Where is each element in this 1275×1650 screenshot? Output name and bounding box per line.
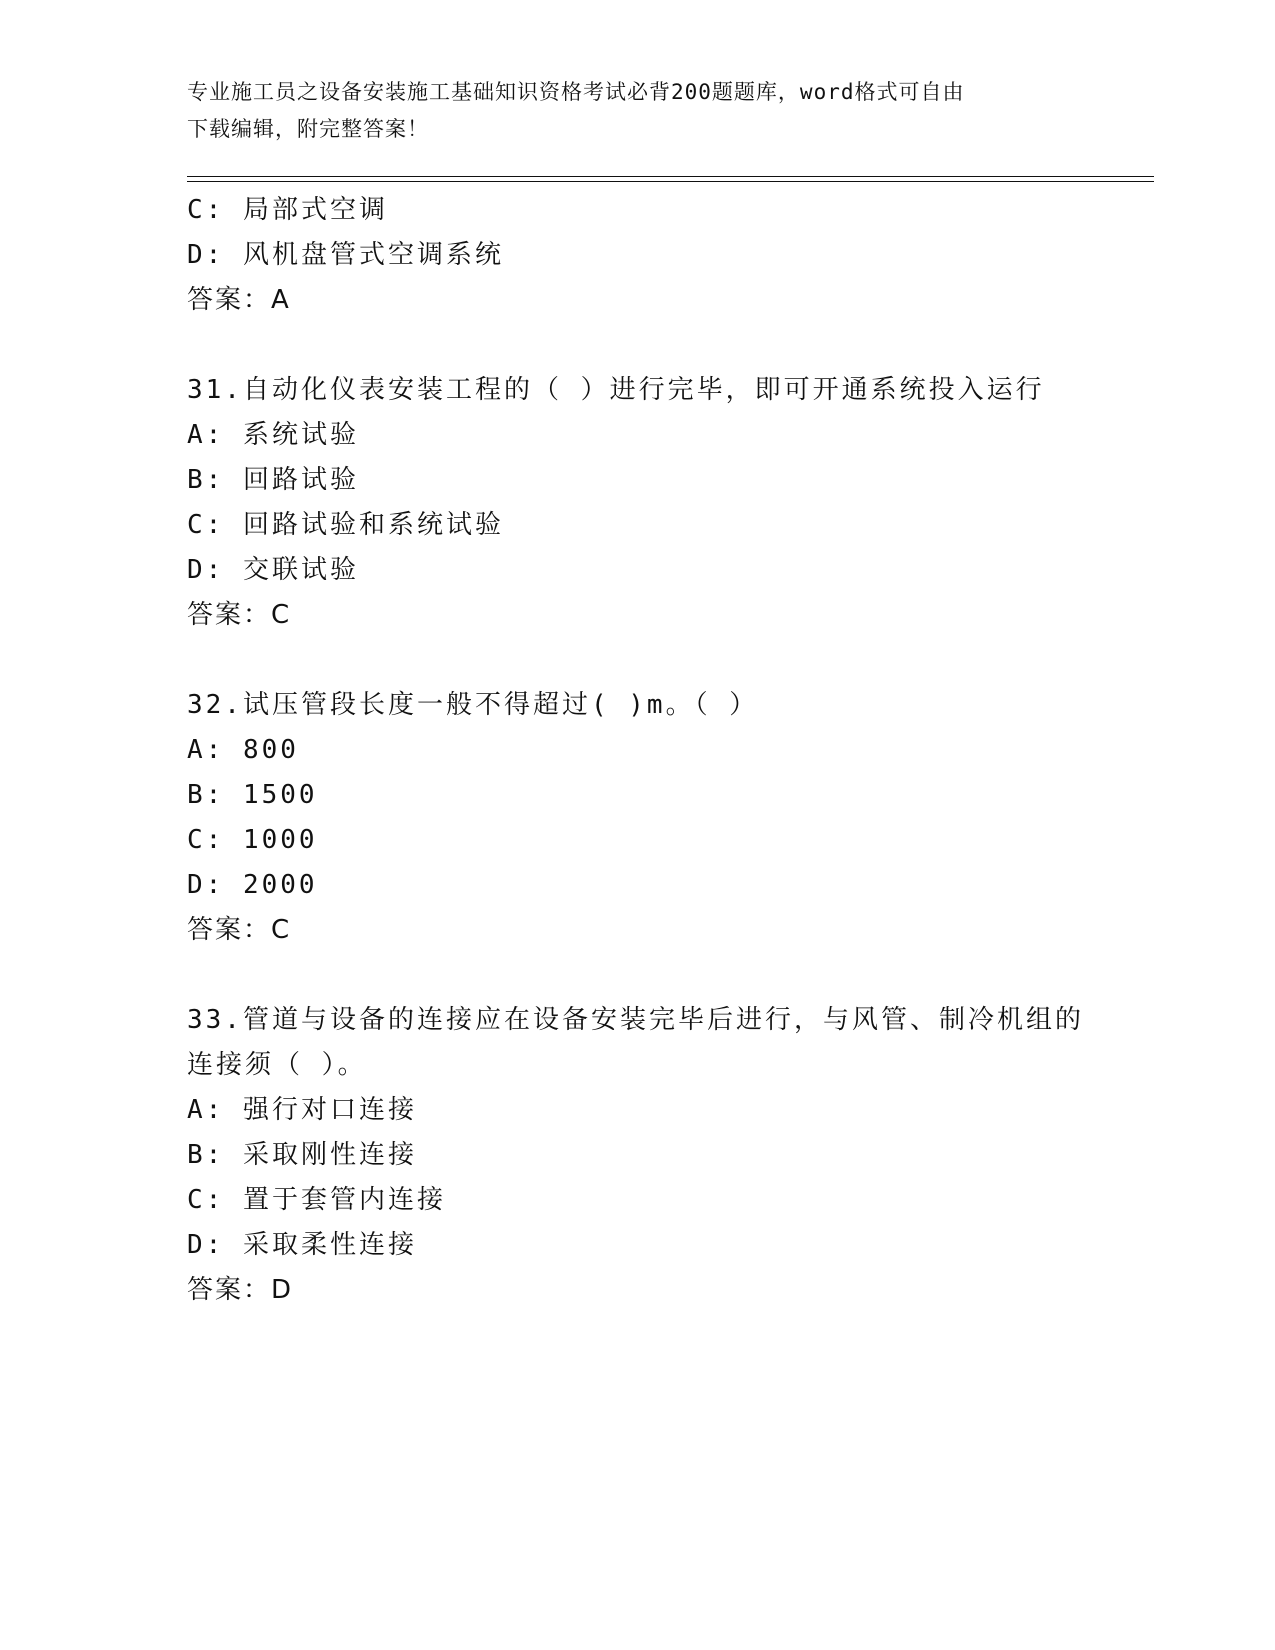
q33-option-b: B: 采取刚性连接	[187, 1140, 417, 1170]
q30-answer: 答案：A	[187, 285, 291, 315]
q31-option-a: A: 系统试验	[187, 420, 359, 450]
header-rule-top	[187, 176, 1154, 177]
q32-option-d: D: 2000	[187, 870, 318, 900]
q33-option-a: A: 强行对口连接	[187, 1095, 417, 1125]
q32-option-a: A: 800	[187, 735, 299, 765]
q33-answer: 答案：D	[187, 1275, 294, 1305]
header-rule-bottom	[187, 181, 1154, 182]
q33-option-c: C: 置于套管内连接	[187, 1185, 446, 1215]
q33-option-d: D: 采取柔性连接	[187, 1230, 417, 1260]
q33-stem-line-1: 33.管道与设备的连接应在设备安装完毕后进行，与风管、制冷机组的	[187, 1005, 1084, 1035]
q32-option-c: C: 1000	[187, 825, 318, 855]
document-header	[187, 74, 1087, 148]
header-line-1: 专业施工员之设备安装施工基础知识资格考试必背200题题库，word格式可自由	[187, 80, 965, 104]
q32-stem: 32.试压管段长度一般不得超过( )m。（ ）	[187, 690, 759, 720]
q30-option-c: C: 局部式空调	[187, 195, 388, 225]
q31-answer: 答案：C	[187, 600, 292, 630]
q31-option-d: D: 交联试验	[187, 555, 359, 585]
q30-option-d: D: 风机盘管式空调系统	[187, 240, 504, 270]
q31-option-c: C: 回路试验和系统试验	[187, 510, 504, 540]
q33-stem-line-2: 连接须（ ）。	[187, 1050, 367, 1080]
q32-answer: 答案：C	[187, 915, 292, 945]
q31-option-b: B: 回路试验	[187, 465, 359, 495]
q31-stem: 31.自动化仪表安装工程的（ ）进行完毕，即可开通系统投入运行	[187, 375, 1045, 405]
q32-option-b: B: 1500	[187, 780, 318, 810]
header-line-2: 下载编辑，附完整答案！	[187, 117, 429, 141]
